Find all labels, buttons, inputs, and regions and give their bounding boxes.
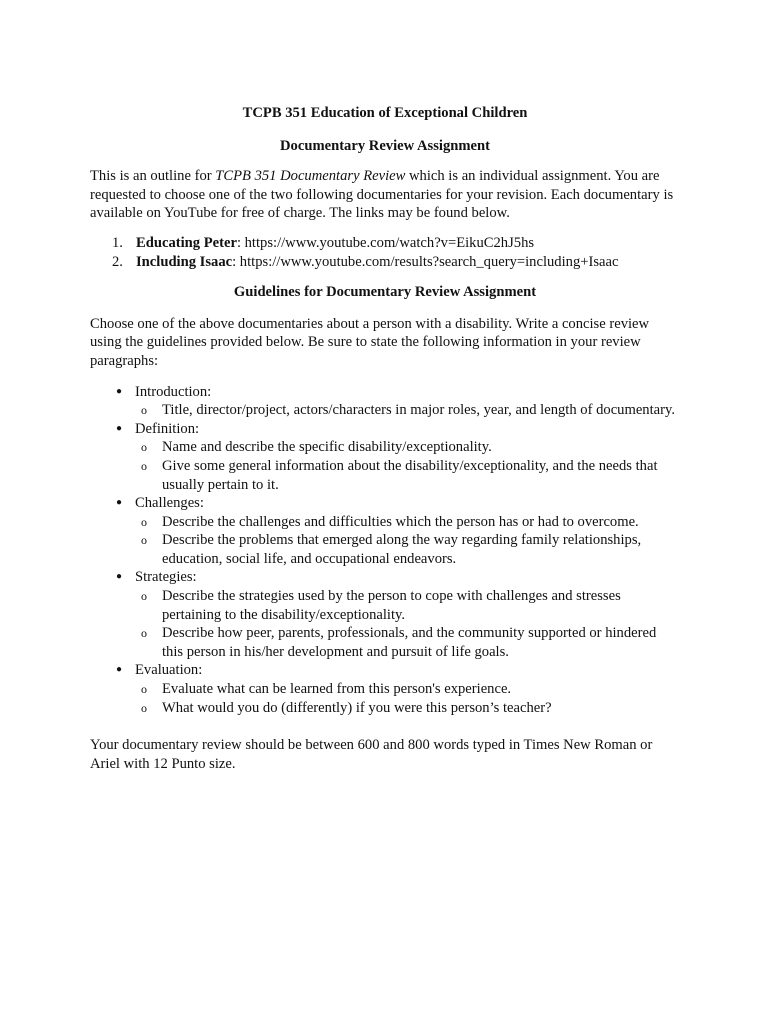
circle-bullet-icon: o bbox=[141, 514, 147, 529]
sub-item-text: Give some general information about the disability/exceptionality, and the needs that usually pertain to it. bbox=[162, 457, 658, 493]
sub-item bbox=[135, 587, 680, 624]
closing-paragraph: Your documentary review should be between 600 and 800 words typed in Times New Roman or Ariel with 12 Punto size. bbox=[90, 737, 653, 772]
section-label: Challenges: bbox=[135, 495, 204, 512]
documentary-title: Including Isaac bbox=[136, 253, 233, 270]
guidelines-instructions: Choose one of the above documentaries about a person with a disability. Write a concise review using the guidelines provided below. Be sure to state the following information in your review paragraphs: bbox=[90, 315, 650, 369]
circle-bullet-icon: o bbox=[141, 626, 147, 641]
sub-list bbox=[135, 680, 680, 717]
sub-item bbox=[135, 680, 680, 699]
section-evaluation bbox=[90, 661, 680, 717]
sub-item-text: Describe how peer, parents, professionals, and the community supported or hindered this person in his/her development and pursuit of life goals. bbox=[162, 625, 657, 660]
documentary-item bbox=[90, 234, 680, 253]
bullet-icon: ● bbox=[116, 422, 123, 434]
sub-item bbox=[135, 457, 680, 494]
bullet-icon: ● bbox=[116, 571, 123, 583]
section-label: Introduction: bbox=[135, 383, 212, 400]
circle-bullet-icon: o bbox=[141, 589, 147, 604]
section-definition bbox=[90, 420, 680, 494]
circle-bullet-icon: o bbox=[141, 440, 147, 455]
sub-list bbox=[135, 587, 680, 661]
sub-item-text: Describe the strategies used by the person to cope with challenges and stresses pertaining to the disability/exceptionality. bbox=[162, 588, 621, 623]
sub-item-text: Title, director/project, actors/characters in major roles, year, and length of documentary. bbox=[162, 402, 675, 419]
circle-bullet-icon: o bbox=[141, 458, 147, 473]
circle-bullet-icon: o bbox=[141, 403, 147, 418]
section-label: Evaluation: bbox=[135, 662, 203, 679]
section-introduction bbox=[90, 383, 680, 420]
sub-item bbox=[135, 531, 680, 568]
list-number: 1. bbox=[112, 234, 123, 251]
sub-item-text: Evaluate what can be learned from this person's experience. bbox=[162, 681, 512, 698]
sub-item bbox=[135, 438, 680, 457]
circle-bullet-icon: o bbox=[141, 682, 147, 697]
intro-text-2: which is an individual assignment. You are requested to choose one of the two following documentaries for your revision. Each documentary is available on YouTube for free of charge. The links may be found below. bbox=[90, 168, 674, 222]
section-label: Definition: bbox=[135, 420, 200, 437]
section-strategies bbox=[90, 568, 680, 661]
sub-item-text: What would you do (differently) if you were this person’s teacher? bbox=[162, 699, 552, 716]
guidelines-title: Guidelines for Documentary Review Assignment bbox=[233, 284, 537, 301]
documentary-list bbox=[90, 234, 680, 271]
intro-text-1: This is an outline for bbox=[90, 168, 216, 185]
sub-item-text: Describe the challenges and difficulties which the person has or had to overcome. bbox=[162, 513, 639, 530]
intro-course-italic: TCPB 351 Documentary Review bbox=[215, 168, 406, 185]
intro-paragraph bbox=[90, 167, 680, 223]
guidelines-sections bbox=[90, 383, 680, 718]
course-title: TCPB 351 Education of Exceptional Children bbox=[242, 105, 528, 121]
sub-item-text: Name and describe the specific disability/exceptionality. bbox=[162, 439, 492, 456]
documentary-title: Educating Peter bbox=[136, 234, 237, 251]
documentary-link[interactable]: : https://www.youtube.com/watch?v=EikuC2hJ5hs bbox=[236, 234, 535, 251]
sub-list bbox=[135, 401, 680, 420]
sub-item bbox=[135, 624, 680, 661]
sub-item-text: Describe the problems that emerged along the way regarding family relationships, education, social life, and occupational endeavors. bbox=[162, 532, 642, 567]
document-page bbox=[90, 104, 680, 773]
documentary-link[interactable]: : https://www.youtube.com/results?search_query=including+Isaac bbox=[232, 253, 619, 270]
circle-bullet-icon: o bbox=[141, 700, 147, 715]
bullet-icon: ● bbox=[116, 497, 123, 509]
sub-list bbox=[135, 513, 680, 569]
documentary-item bbox=[90, 253, 680, 272]
circle-bullet-icon: o bbox=[141, 533, 147, 548]
bullet-icon: ● bbox=[116, 385, 123, 397]
sub-item bbox=[135, 699, 680, 718]
section-label: Strategies: bbox=[135, 569, 197, 586]
sub-list bbox=[135, 438, 680, 494]
bullet-icon: ● bbox=[116, 664, 123, 676]
sub-item bbox=[135, 513, 680, 532]
assignment-title: Documentary Review Assignment bbox=[280, 137, 490, 154]
section-challenges bbox=[90, 494, 680, 568]
list-number: 2. bbox=[112, 253, 123, 270]
sub-item bbox=[135, 401, 680, 420]
